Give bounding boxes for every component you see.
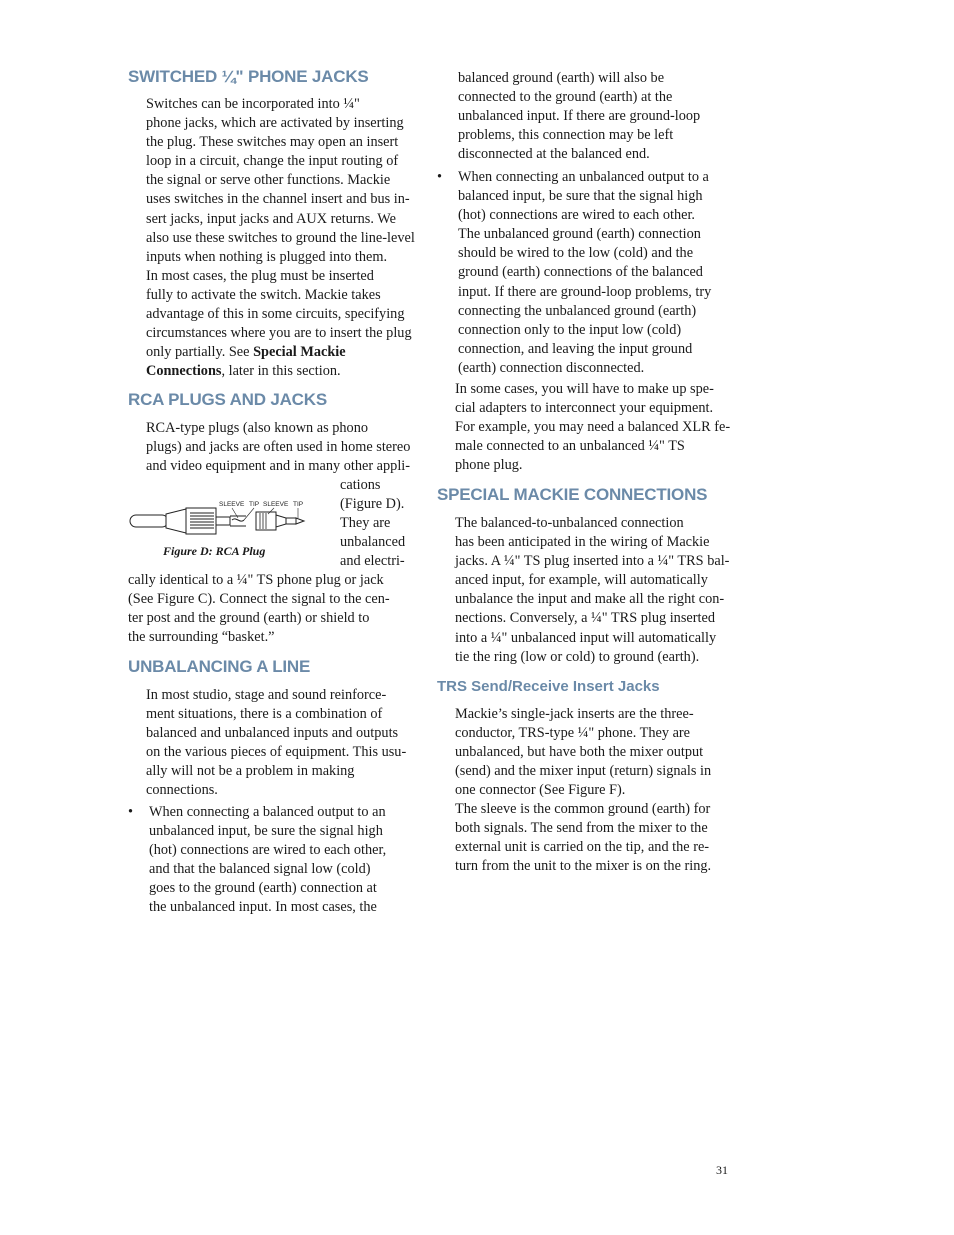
text-line: For example, you may need a balanced XLR fe-	[455, 419, 731, 436]
text-line: circumstances where you are to insert the plug	[146, 325, 412, 342]
text-run: only partially. See	[146, 344, 254, 361]
text-line: both signals. The send from the mixer to the	[455, 820, 708, 837]
text-line: goes to the ground (earth) connection at	[149, 880, 377, 897]
paragraph-switched-1	[128, 95, 421, 267]
text-line: connected to the ground (earth) at the	[458, 89, 673, 106]
paragraph-unbalancing-1	[128, 686, 421, 801]
text-line: (hot) connections are wired to each other.	[458, 207, 695, 224]
text-line: the signal or serve other functions. Mackie	[146, 172, 391, 189]
text-line: connections.	[146, 782, 218, 799]
text-line: The sleeve is the common ground (earth) for	[455, 801, 711, 817]
text-line: uses switches in the channel insert and bus in-	[146, 191, 410, 208]
figure-label-tip: TIP	[249, 501, 260, 508]
text-line: the plug. These switches may open an insert	[146, 134, 399, 151]
page-number: 31	[716, 1163, 728, 1177]
text-line: input. If there are ground-loop problems, try	[458, 283, 712, 300]
cross-reference-link: Special Mackie	[253, 344, 346, 361]
paragraph-trs-2	[437, 800, 729, 876]
text-run: , later in this section.	[221, 363, 341, 380]
text-line: Mackie’s single-jack inserts are the three-	[455, 706, 694, 722]
text-line: on the various pieces of equipment. This usu-	[146, 744, 407, 761]
text-line: cial adapters to interconnect your equipment.	[455, 400, 714, 417]
text-line	[128, 362, 421, 381]
heading-special-mackie-connections: SPECIAL MACKIE CONNECTIONS	[437, 485, 708, 504]
text-line: ground (earth) connections of the balanced	[458, 264, 703, 281]
figure-caption: Figure D: RCA Plug	[163, 544, 266, 558]
text-line: and video equipment and in many other appli-	[146, 458, 411, 475]
paragraph-rca-1	[128, 419, 421, 476]
text-line: cally identical to a ¼" TS phone plug or jack	[128, 572, 384, 588]
text-line: turn from the unit to the mixer is on the ring.	[455, 858, 712, 875]
text-line: unbalanced	[340, 534, 406, 551]
heading-switched-phone-jacks: SWITCHED ¼" PHONE JACKS	[128, 67, 369, 86]
text-line: jacks. A ¼" TS plug inserted into a ¼" TRS bal-	[455, 553, 730, 570]
text-line: The balanced-to-unbalanced connection	[455, 515, 684, 531]
bullet-continuation	[458, 69, 729, 164]
text-line: advantage of this in some circuits, specifying	[146, 306, 405, 323]
text-line: fully to activate the switch. Mackie takes	[146, 287, 381, 304]
figure-label-sleeve: SLEEVE	[219, 501, 245, 508]
cross-reference-link: Connections	[146, 363, 222, 380]
text-line: When connecting an unbalanced output to a	[458, 169, 709, 185]
text-line	[128, 343, 421, 362]
text-line: unbalanced, but have both the mixer output	[455, 744, 704, 761]
text-line: conductor, TRS-type ¼" phone. They are	[455, 725, 691, 742]
bullet-text	[458, 168, 729, 378]
text-line: into a ¼" unbalanced input will automatically	[455, 629, 717, 646]
text-line: ment situations, there is a combination of	[146, 706, 383, 723]
text-line: unbalanced input. If there are ground-loop	[458, 108, 701, 125]
text-line: connection only to the input low (cold)	[458, 321, 682, 338]
text-line: male connected to an unbalanced ¼" TS	[455, 438, 685, 455]
bullet-icon: •	[128, 804, 134, 820]
text-line: the surrounding “basket.”	[128, 629, 275, 646]
text-line: inputs when nothing is plugged into them.	[146, 248, 388, 265]
text-line: ally will not be a problem in making	[146, 763, 355, 780]
paragraph-rca-2	[128, 571, 421, 647]
heading-unbalancing-a-line: UNBALANCING A LINE	[128, 657, 311, 676]
text-line: unbalance the input and make all the right con-	[455, 591, 725, 608]
paragraph-switched-2	[128, 267, 421, 382]
text-line: (Figure D).	[340, 496, 405, 513]
text-line: external unit is carried on the tip, and the re-	[455, 839, 710, 856]
text-line: loop in a circuit, change the input routing of	[146, 153, 399, 170]
text-line: should be wired to the low (cold) and the	[458, 245, 694, 262]
text-line: balanced and unbalanced inputs and outputs	[146, 725, 399, 742]
figure-label-tip: TIP	[293, 501, 304, 508]
text-line: phone plug.	[455, 457, 523, 474]
text-line: phone jacks, which are activated by inserting	[146, 115, 404, 132]
text-line: also use these switches to ground the line-level	[146, 229, 415, 246]
text-line: connection, and leaving the input ground	[458, 340, 693, 357]
text-line: (send) and the mixer input (return) signals in	[455, 763, 712, 780]
text-line: ter post and the ground (earth) or shield to	[128, 610, 370, 627]
heading-rca-plugs: RCA PLUGS AND JACKS	[128, 390, 327, 409]
text-line: (See Figure C). Connect the signal to the cen-	[128, 591, 390, 608]
text-line: balanced ground (earth) will also be	[458, 70, 665, 86]
text-line: (earth) connection disconnected.	[458, 359, 645, 376]
text-line: anced input, for example, will automatically	[455, 572, 708, 589]
text-line: has been anticipated in the wiring of Mackie	[455, 534, 710, 551]
text-line: and electri-	[340, 553, 405, 570]
rca-plug-illustration	[128, 496, 338, 546]
text-line: problems, this connection may be left	[458, 127, 674, 144]
text-line: unbalanced input, be sure the signal high	[149, 823, 383, 840]
text-line: and that the balanced signal low (cold)	[149, 861, 371, 878]
paragraph-adapters	[437, 380, 729, 475]
figure-label-sleeve: SLEEVE	[263, 501, 289, 508]
text-line: balanced input, be sure that the signal high	[458, 188, 703, 205]
text-line: Switches can be incorporated into ¼"	[146, 96, 360, 112]
text-line: In most studio, stage and sound reinforce-	[146, 687, 387, 703]
paragraph-rca-wrap	[340, 476, 420, 571]
text-line: plugs) and jacks are often used in home stereo	[146, 439, 411, 456]
text-line: RCA-type plugs (also known as phono	[146, 420, 368, 436]
bullet-icon: •	[437, 169, 443, 185]
text-line: In most cases, the plug must be inserted	[146, 268, 374, 284]
text-line: disconnected at the balanced end.	[458, 146, 650, 163]
text-line: In some cases, you will have to make up spe-	[455, 381, 714, 397]
text-line: connecting the unbalanced ground (earth)	[458, 302, 697, 319]
bullet-text	[149, 803, 419, 918]
text-line: the unbalanced input. In most cases, the	[149, 899, 377, 916]
paragraph-special-1	[437, 514, 729, 667]
text-line: tie the ring (low or cold) to ground (earth).	[455, 648, 700, 665]
text-line: cations	[340, 477, 381, 493]
text-line: one connector (See Figure F).	[455, 782, 626, 799]
heading-trs-insert-jacks: TRS Send/Receive Insert Jacks	[437, 678, 660, 695]
text-line: nections. Conversely, a ¼" TRS plug inserted	[455, 610, 715, 627]
text-line: (hot) connections are wired to each other,	[149, 842, 387, 859]
text-line: They are	[340, 515, 391, 532]
text-line: When connecting a balanced output to an	[149, 804, 386, 820]
text-line: sert jacks, input jacks and AUX returns. We	[146, 210, 396, 227]
paragraph-trs-1	[437, 705, 729, 800]
text-line: The unbalanced ground (earth) connection	[458, 226, 701, 243]
